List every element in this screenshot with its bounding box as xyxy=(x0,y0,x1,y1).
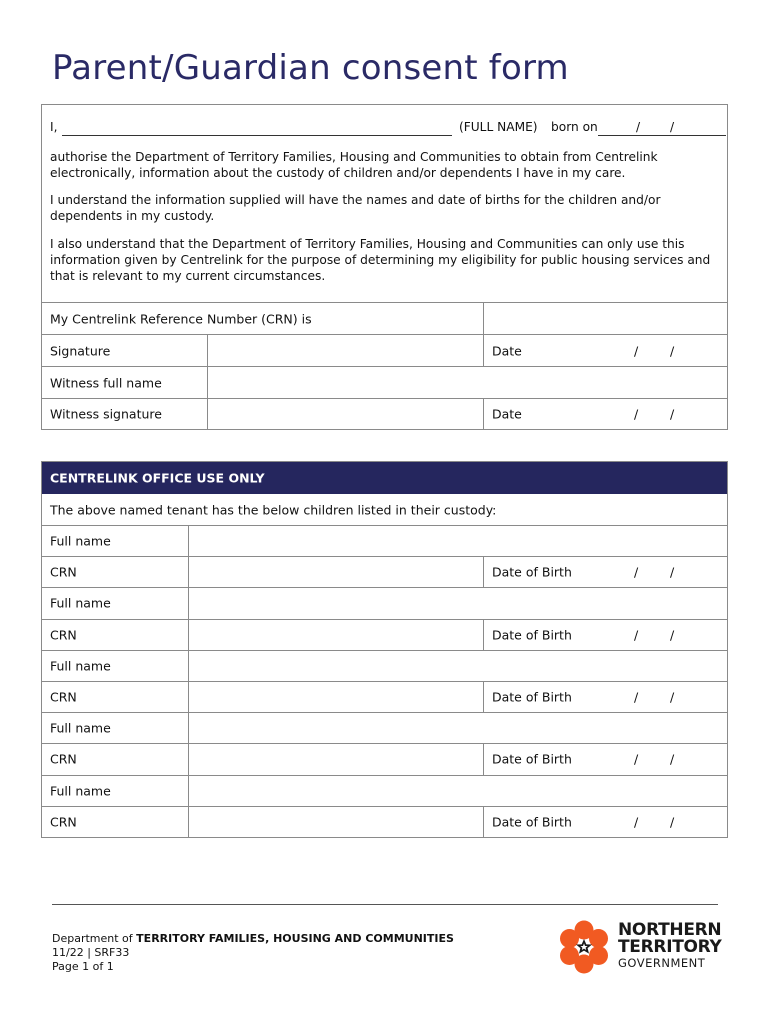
child-dob-field[interactable] xyxy=(483,682,727,712)
dob-label: Date of Birth xyxy=(492,689,572,705)
child-crn-input[interactable] xyxy=(188,807,483,837)
full-name-label: (FULL NAME) xyxy=(459,120,538,134)
child-crn-label: CRN xyxy=(50,814,77,830)
footer-divider xyxy=(52,904,718,905)
child-name-row xyxy=(42,650,727,681)
child-crn-row xyxy=(42,743,727,774)
witness-name-label: Witness full name xyxy=(50,375,162,390)
date-separator: / xyxy=(634,406,639,422)
dob-label: Date of Birth xyxy=(492,751,572,767)
child-crn-input[interactable] xyxy=(188,557,483,587)
child-name-label: Full name xyxy=(50,658,111,674)
logo-wordmark xyxy=(618,922,722,970)
dob-label: Date of Birth xyxy=(492,627,572,643)
desert-rose-icon xyxy=(556,918,612,976)
office-use-heading: CENTRELINK OFFICE USE ONLY xyxy=(50,470,265,486)
child-crn-input[interactable] xyxy=(188,744,483,774)
footer-dept-name: TERRITORY FAMILIES, HOUSING AND COMMUNITIES xyxy=(136,932,454,945)
child-crn-label: CRN xyxy=(50,689,77,705)
crn-input[interactable] xyxy=(483,303,727,334)
logo-line-government: GOVERNMENT xyxy=(618,956,706,970)
child-dob-field[interactable] xyxy=(483,807,727,837)
paragraph-understand: I understand the information supplied will have the names and date of births for the children and/or dependents in my custody. xyxy=(50,193,661,223)
witness-signature-label: Witness signature xyxy=(50,406,162,422)
witness-name-row xyxy=(42,366,727,398)
footer-form-code: 11/22 | SRF33 xyxy=(52,946,130,959)
date-separator: / xyxy=(634,564,639,580)
child-crn-label: CRN xyxy=(50,627,77,643)
witness-date-field[interactable] xyxy=(483,399,727,429)
child-name-input[interactable] xyxy=(188,776,727,806)
date-separator: / xyxy=(634,343,639,358)
crn-row xyxy=(42,302,727,334)
child-name-label: Full name xyxy=(50,595,111,611)
signature-input[interactable] xyxy=(207,335,483,366)
crn-label: My Centrelink Reference Number (CRN) is xyxy=(50,311,312,326)
child-crn-input[interactable] xyxy=(188,682,483,712)
child-name-input[interactable] xyxy=(188,713,727,743)
born-on-label: born on xyxy=(551,120,598,134)
dob-label: Date of Birth xyxy=(492,814,572,830)
child-name-input[interactable] xyxy=(188,526,727,556)
dob-label: Date of Birth xyxy=(492,564,572,580)
child-name-label: Full name xyxy=(50,783,111,799)
logo-line-territory: TERRITORY xyxy=(618,937,722,957)
child-crn-label: CRN xyxy=(50,751,77,767)
child-name-row xyxy=(42,525,727,556)
nt-government-logo xyxy=(556,918,726,976)
date-separator: / xyxy=(634,627,639,643)
footer-page-number: Page 1 of 1 xyxy=(52,960,114,973)
child-name-input[interactable] xyxy=(188,588,727,618)
child-name-row xyxy=(42,775,727,806)
intro-prefix: I, xyxy=(50,120,58,134)
child-dob-field[interactable] xyxy=(483,744,727,774)
footer-department xyxy=(52,932,454,946)
witness-signature-input[interactable] xyxy=(207,399,483,429)
signature-label: Signature xyxy=(50,343,111,358)
child-name-label: Full name xyxy=(50,720,111,736)
signature-date-field[interactable] xyxy=(483,335,727,366)
footer xyxy=(52,932,454,974)
office-use-header xyxy=(42,462,727,494)
child-crn-row xyxy=(42,619,727,650)
date-separator: / xyxy=(634,751,639,767)
office-intro-row xyxy=(42,494,727,525)
consent-section xyxy=(41,104,728,430)
date-separator: / xyxy=(670,814,675,830)
date-separator: / xyxy=(670,343,675,358)
office-intro-text: The above named tenant has the below children listed in their custody: xyxy=(50,502,497,517)
child-crn-row xyxy=(42,681,727,712)
child-name-input[interactable] xyxy=(188,651,727,681)
footer-dept-prefix: Department of xyxy=(52,932,133,945)
date-separator: / xyxy=(670,120,675,134)
name-line xyxy=(50,119,726,139)
logo-line-northern: NORTHERN xyxy=(618,920,722,940)
paragraph-authorise: authorise the Department of Territory Families, Housing and Communities to obtain from Centrelink electronically, information about the custody of children and/or dependents I have in my care. xyxy=(50,150,658,180)
witness-signature-row xyxy=(42,398,727,429)
date-separator: / xyxy=(670,564,675,580)
witness-name-input[interactable] xyxy=(207,367,727,398)
birth-date-input[interactable] xyxy=(598,135,726,136)
child-crn-label: CRN xyxy=(50,564,77,580)
page-title: Parent/Guardian consent form xyxy=(52,48,569,88)
child-crn-row xyxy=(42,556,727,587)
child-name-row xyxy=(42,712,727,743)
child-name-row xyxy=(42,587,727,618)
date-separator: / xyxy=(670,689,675,705)
child-crn-row xyxy=(42,806,727,837)
signature-row xyxy=(42,334,727,366)
date-label: Date xyxy=(492,406,522,422)
paragraph-also-understand: I also understand that the Department of Territory Families, Housing and Communities can only use this information given by Centrelink for the purpose of determining my eligibility for public housing services and that is relevant to my current circumstances. xyxy=(50,237,711,283)
date-separator: / xyxy=(634,689,639,705)
date-separator: / xyxy=(670,751,675,767)
date-label: Date xyxy=(492,343,522,358)
office-use-section xyxy=(41,461,728,838)
child-name-label: Full name xyxy=(50,533,111,549)
child-dob-field[interactable] xyxy=(483,557,727,587)
child-crn-input[interactable] xyxy=(188,620,483,650)
date-separator: / xyxy=(636,120,641,134)
date-separator: / xyxy=(634,814,639,830)
child-dob-field[interactable] xyxy=(483,620,727,650)
full-name-input[interactable] xyxy=(62,135,452,136)
date-separator: / xyxy=(670,406,675,422)
date-separator: / xyxy=(670,627,675,643)
consent-statement xyxy=(42,105,727,302)
